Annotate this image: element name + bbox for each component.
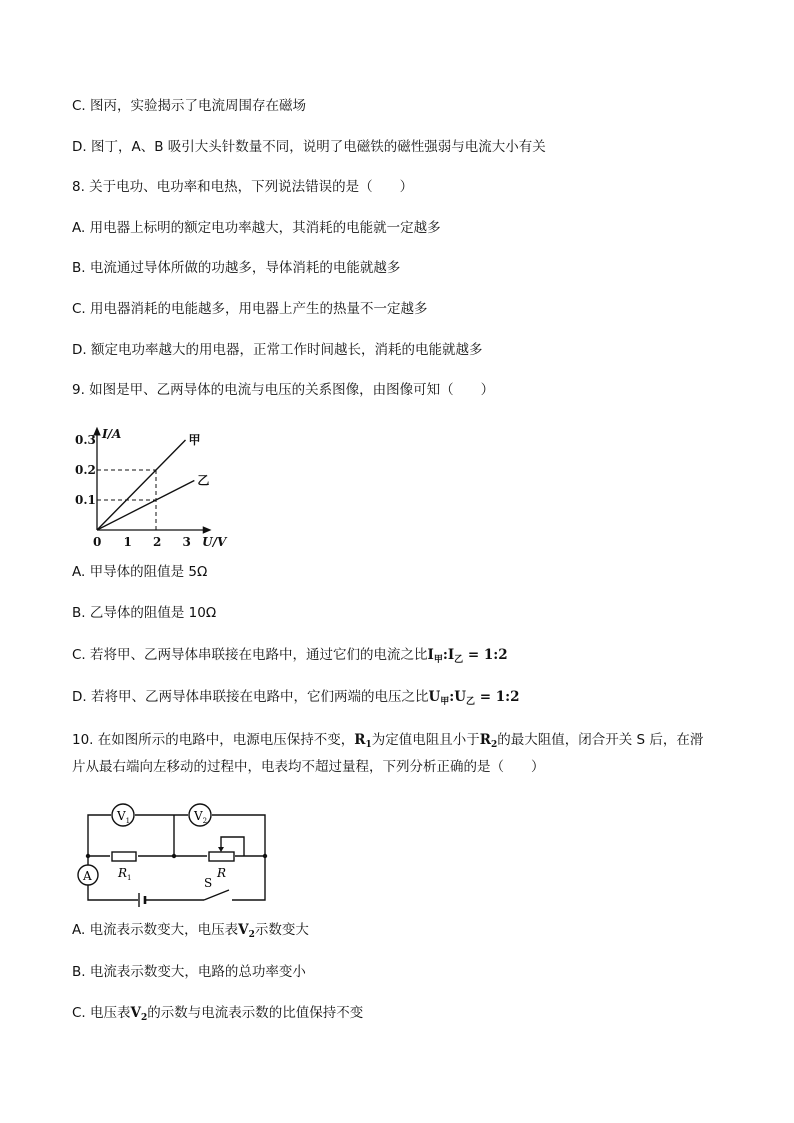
formula-subscript: 2 [491,740,498,750]
y-tick-label: 0.3 [75,433,96,447]
y-axis-label: I/A [102,427,122,441]
x-axis-arrow-icon [203,527,210,533]
formula-symbol: :U [449,689,467,705]
switch-blade [204,890,229,900]
formula-symbol: R [354,732,366,748]
q7-option-c: C. 图丙，实验揭示了电流周围存在磁场 [72,98,307,114]
q9-option-a: A. 甲导体的阻值是 5Ω [72,564,208,580]
series-line-jia [97,440,186,530]
slider-arrow-icon [218,847,224,852]
x-tick-label: 2 [153,535,162,549]
q9-option-b: B. 乙导体的阻值是 10Ω [72,605,217,621]
wire [88,815,111,856]
q8-stem: 8. 关于电功、电功率和电热，下列说法错误的是（ ） [72,179,414,195]
formula-subscript: 2 [248,930,255,940]
x-axis-label: U/V [202,535,227,549]
q10-stem-line2: 片从最右端向左移动的过程中，电表均不超过量程，下列分析正确的是（ ） [72,759,545,775]
resistor-r1-label: $R_1$ [118,866,132,882]
q10-option-b: B. 电流表示数变大，电路的总功率变小 [72,964,306,980]
q10-option-text: A. 电流表示数变大，电压表 [72,922,239,938]
ammeter-label: A [83,869,92,883]
formula-subscript: 2 [141,1013,148,1023]
q8-option-b: B. 电流通过导体所做的功越多，导体消耗的电能就越多 [72,260,401,276]
formula-ratio: = 1:2 [463,647,508,663]
formula-ratio: = 1:2 [475,689,520,705]
voltmeter-v1-label: $V_1$ [117,809,131,825]
q10-option-c [72,1003,363,1028]
resistor-r1 [112,852,136,861]
circuit-diagram [74,797,274,907]
q7-option-d: D. 图丁，A、B 吸引大头针数量不同，说明了电磁铁的磁性强弱与电流大小有关 [72,139,546,155]
series-label-jia: 甲 [188,433,201,447]
rheostat-r [209,852,234,861]
q8-option-c: C. 用电器消耗的电能越多，用电器上产生的热量不一定越多 [72,301,428,317]
q9-option-c-formula [428,647,508,663]
r2-symbol [480,732,498,748]
series-label-yi: 乙 [197,473,210,488]
x-tick-label: 0 [93,535,102,549]
q10-stem-text: 的最大阻值，闭合开关 S 后，在滑 [497,732,704,748]
v2-symbol [131,1005,148,1021]
q10-stem-text: 10. 在如图所示的电路中，电源电压保持不变， [72,732,355,748]
q10-option-text: 的示数与电流表示数的比值保持不变 [147,1005,364,1021]
x-tick-label: 1 [123,535,132,549]
q10-stem-text: 为定值电阻且小于 [371,732,480,748]
formula-subscript: 甲 [433,655,443,665]
x-tick-label: 3 [182,535,191,549]
q9-option-c [72,645,508,670]
y-tick-label: 0.1 [75,493,96,507]
q9-option-d [72,687,520,712]
series-line-yi [97,481,194,531]
formula-symbol: I [427,647,434,663]
junction-dot [263,854,267,858]
formula-symbol: V [130,1005,141,1021]
junction-dot [172,854,176,858]
q10-option-text: 示数变大 [254,922,309,938]
q9-stem: 9. 如图是甲、乙两导体的电流与电压的关系图像，由图像可知（ ） [72,382,495,398]
formula-subscript: 乙 [454,655,464,665]
switch-label: S [204,876,213,890]
formula-subscript: 乙 [466,697,476,707]
y-tick-label: 0.2 [75,463,96,477]
formula-symbol: V [238,922,249,938]
formula-subscript: 1 [365,740,372,750]
q10-option-a [72,920,309,945]
formula-subscript: 甲 [440,697,450,707]
wire [232,856,265,900]
v2-symbol [238,922,255,938]
q10-option-text: C. 电压表 [72,1005,131,1021]
r1-symbol [354,732,372,748]
iv-graph [70,418,250,558]
junction-dot [86,854,90,858]
q9-option-d-text: D. 若将甲、乙两导体串联接在电路中，它们两端的电压之比 [72,689,429,705]
voltmeter-v2-label: $V_2$ [194,809,208,825]
q9-option-c-text: C. 若将甲、乙两导体串联接在电路中，通过它们的电流之比 [72,647,428,663]
wire [88,885,138,900]
q10-stem-line1 [72,730,703,755]
q8-option-a: A. 用电器上标明的额定电功率越大，其消耗的电能就一定越多 [72,220,441,236]
formula-symbol: R [479,732,491,748]
formula-symbol: U [428,689,441,705]
q9-option-d-formula [428,689,519,705]
formula-symbol: :I [442,647,455,663]
rheostat-label: R [217,866,227,880]
q8-option-d: D. 额定电功率越大的用电器，正常工作时间越长，消耗的电能就越多 [72,342,483,358]
